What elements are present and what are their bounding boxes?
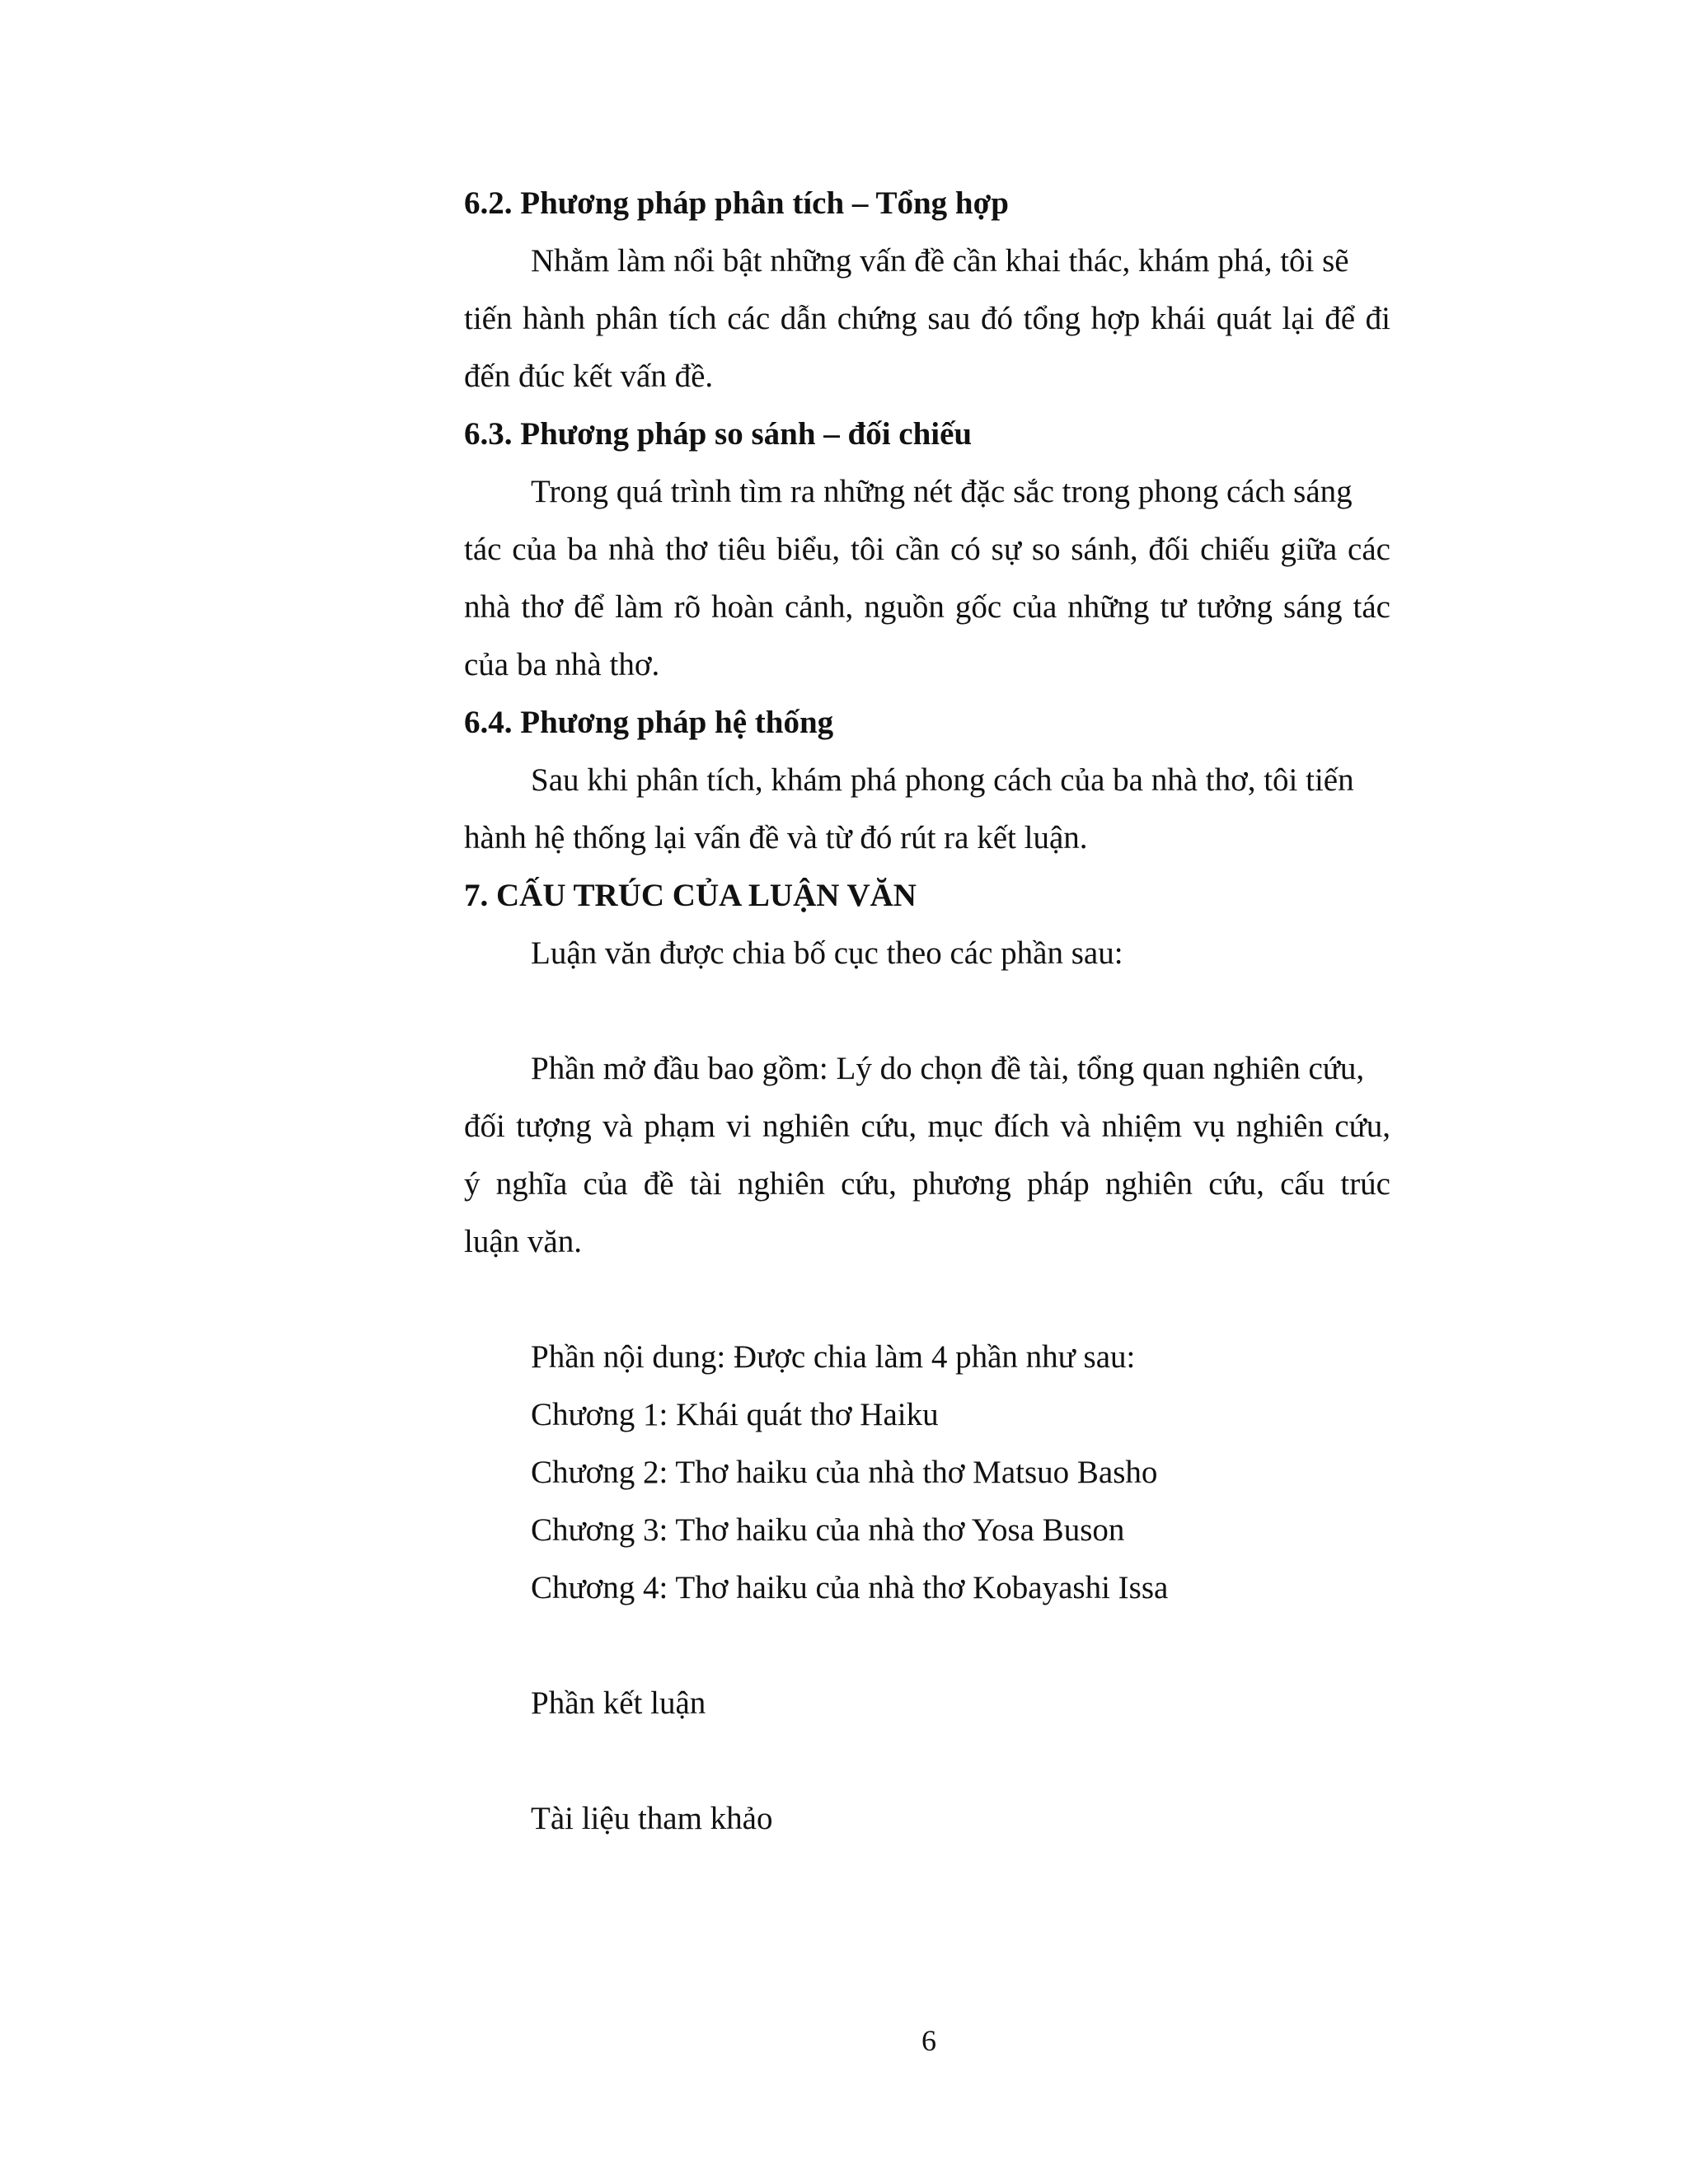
content-part-intro: Phần nội dung: Được chia làm 4 phần như sau: <box>531 1339 1136 1375</box>
chapter-item: Chương 4: Thơ haiku của nhà thơ Kobayashi Issa <box>531 1570 1169 1605</box>
paragraph-line: Trong quá trình tìm ra những nét đặc sắc trong phong cách sáng <box>531 474 1353 509</box>
opening-part-line: luận văn. <box>464 1224 582 1259</box>
chapter-item: Chương 1: Khái quát thơ Haiku <box>531 1397 939 1432</box>
opening-part-line: Phần mở đầu bao gồm: Lý do chọn đề tài, tổng quan nghiên cứu, <box>531 1051 1365 1086</box>
structure-intro: Luận văn được chia bố cục theo các phần sau: <box>531 935 1123 971</box>
conclusion-part: Phần kết luận <box>531 1685 706 1721</box>
page-number: 6 <box>921 2024 936 2057</box>
paragraph-line: của ba nhà thơ. <box>464 647 660 682</box>
section-heading-6-3: 6.3. Phương pháp so sánh – đối chiếu <box>464 416 973 452</box>
opening-part-line: ý nghĩa của đề tài nghiên cứu, phương pháp nghiên cứu, cấu trúc <box>464 1166 1390 1202</box>
paragraph-line: Nhằm làm nổi bật những vấn đề cần khai thác, khám phá, tôi sẽ <box>531 243 1349 279</box>
section-heading-7: 7. CẤU TRÚC CỦA LUẬN VĂN <box>464 878 917 913</box>
paragraph-line: hành hệ thống lại vấn đề và từ đó rút ra kết luận. <box>464 820 1088 855</box>
opening-part-line: đối tượng và phạm vi nghiên cứu, mục đích và nhiệm vụ nghiên cứu, <box>464 1108 1390 1144</box>
references-part: Tài liệu tham khảo <box>531 1801 773 1836</box>
paragraph-line: nhà thơ để làm rõ hoàn cảnh, nguồn gốc của những tư tưởng sáng tác <box>464 589 1390 625</box>
section-heading-6-4: 6.4. Phương pháp hệ thống <box>464 705 834 740</box>
paragraph-line: tiến hành phân tích các dẫn chứng sau đó tổng hợp khái quát lại để đi <box>464 301 1390 336</box>
paragraph-line: tác của ba nhà thơ tiêu biểu, tôi cần có sự so sánh, đối chiếu giữa các <box>464 532 1390 567</box>
paragraph-line: Sau khi phân tích, khám phá phong cách của ba nhà thơ, tôi tiến <box>531 762 1354 798</box>
paragraph-line: đến đúc kết vấn đề. <box>464 359 714 394</box>
section-heading-6-2: 6.2. Phương pháp phân tích – Tổng hợp <box>464 185 1009 221</box>
chapter-item: Chương 3: Thơ haiku của nhà thơ Yosa Buson <box>531 1512 1125 1548</box>
chapter-item: Chương 2: Thơ haiku của nhà thơ Matsuo Basho <box>531 1455 1158 1490</box>
